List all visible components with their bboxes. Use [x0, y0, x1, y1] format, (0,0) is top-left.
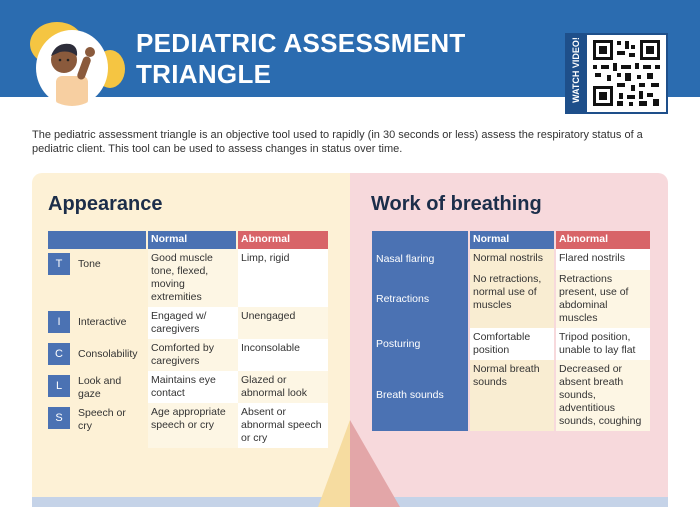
table-row [48, 307, 328, 339]
row-letter: T [48, 253, 70, 275]
title-line-2: TRIANGLE [136, 59, 272, 89]
table-row [48, 403, 328, 448]
breathing-title: Work of breathing [371, 193, 542, 215]
appearance-table [48, 231, 328, 448]
header-blank [48, 231, 148, 249]
abnormal-cell: Absent or abnormal speech or cry [238, 403, 328, 448]
title-line-1: PEDIATRIC ASSESSMENT [136, 28, 466, 58]
row-label: Speech or cry [78, 407, 126, 432]
abnormal-cell: Unengaged [238, 307, 328, 339]
normal-cell: Normal nostrils [470, 249, 556, 270]
intro-paragraph: The pediatric assessment triangle is an objective tool used to rapidly (in 30 seconds or less) assess the respiratory status of a pediatric client. This tool can be used to assess changes in status over time. [32, 129, 643, 155]
normal-cell: Age appropriate speech or cry [148, 403, 238, 448]
row-letter: L [48, 375, 70, 397]
abnormal-cell: Retractions present, use of abdominal muscles [556, 270, 650, 328]
table-row [48, 249, 328, 307]
normal-cell: Normal breath sounds [470, 360, 556, 431]
abnormal-cell: Limp, rigid [238, 249, 328, 307]
table-row [372, 270, 650, 328]
row-label: Breath sounds [372, 360, 470, 431]
video-label: WATCH VIDEO! [571, 37, 581, 103]
normal-cell: Comforted by caregivers [148, 339, 238, 371]
normal-cell: Comfortable position [470, 328, 556, 360]
row-letter: C [48, 343, 70, 365]
col-abnormal: Abnormal [556, 231, 650, 249]
abnormal-cell: Glazed or abnormal look [238, 371, 328, 403]
header-blank [372, 231, 470, 249]
col-normal: Normal [470, 231, 556, 249]
row-label: Nasal flaring [372, 249, 470, 270]
row-label: Interactive [78, 316, 127, 328]
abnormal-cell: Decreased or absent breath sounds, adventitious sounds, coughing [556, 360, 650, 431]
table-row [372, 360, 650, 431]
table-row [372, 328, 650, 360]
abnormal-cell: Flared nostrils [556, 249, 650, 270]
row-label: Retractions [372, 270, 470, 328]
appearance-title: Appearance [48, 193, 163, 215]
row-label: Tone [78, 258, 101, 270]
row-letter: S [48, 407, 70, 429]
normal-cell: Engaged w/ caregivers [148, 307, 238, 339]
normal-cell: Maintains eye contact [148, 371, 238, 403]
col-abnormal: Abnormal [238, 231, 328, 249]
row-label: Look and gaze [78, 375, 122, 400]
table-row [48, 371, 328, 403]
normal-cell: No retractions, normal use of muscles [470, 270, 556, 328]
abnormal-cell: Tripod position, unable to lay flat [556, 328, 650, 360]
row-label: Consolability [78, 348, 138, 360]
abnormal-cell: Inconsolable [238, 339, 328, 371]
breathing-table [372, 231, 650, 431]
table-row [48, 339, 328, 371]
row-letter: I [48, 311, 70, 333]
normal-cell: Good muscle tone, flexed, moving extremities [148, 249, 238, 307]
table-row [372, 249, 650, 270]
col-normal: Normal [148, 231, 238, 249]
row-label: Posturing [372, 328, 470, 360]
